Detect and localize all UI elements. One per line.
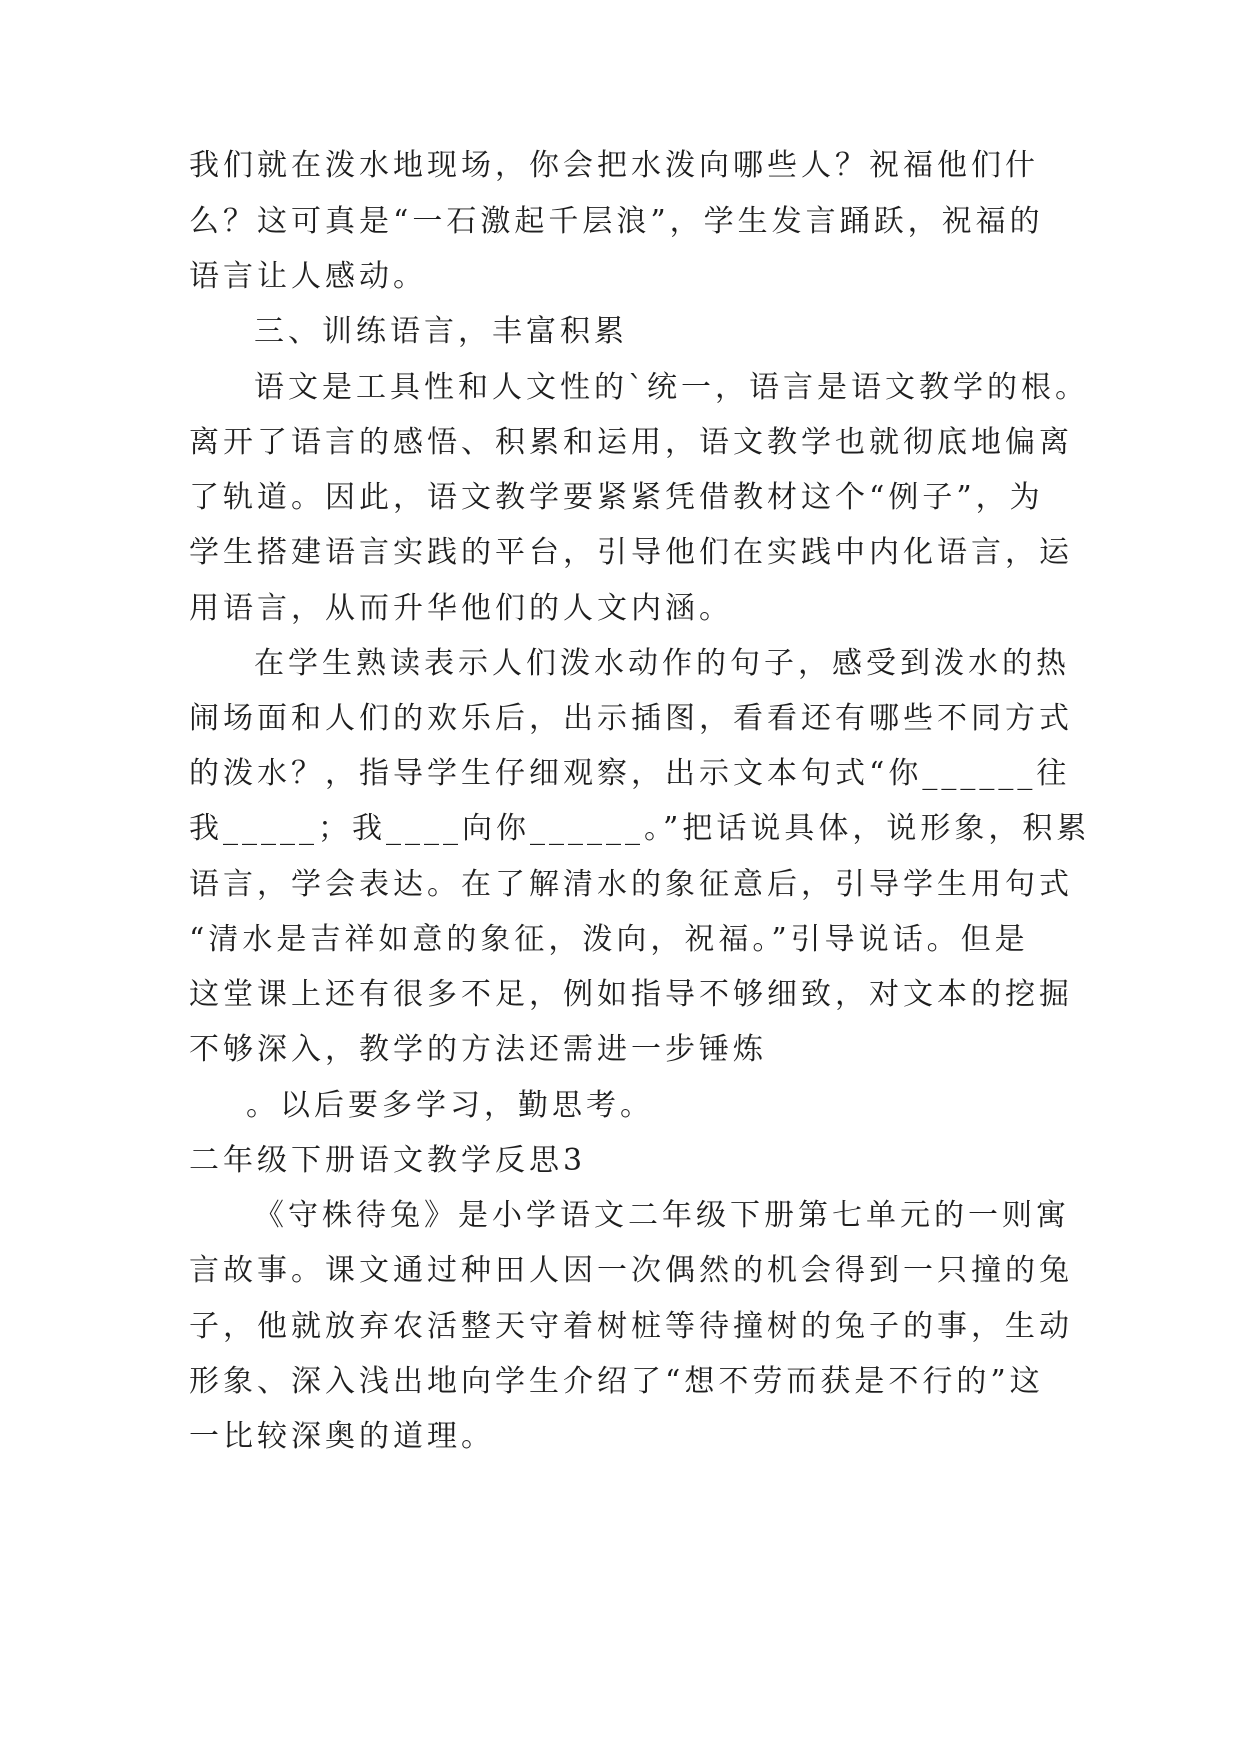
paragraph-line: 离开了语言的感悟、积累和运用，语文教学也就彻底地偏离: [189, 425, 1073, 460]
paragraph-line: 这堂课上还有很多不足，例如指导不够细致，对文本的挖掘: [189, 977, 1073, 1012]
paragraph-line: 言故事。课文通过种田人因一次偶然的机会得到一只撞的兔: [189, 1253, 1073, 1288]
paragraph-line: 我们就在泼水地现场，你会把水泼向哪些人？祝福他们什: [189, 148, 1039, 183]
paragraph-line: 形象、深入浅出地向学生介绍了“想不劳而获是不行的”这: [189, 1364, 1044, 1399]
paragraph-line: 语文是工具性和人文性的`统一，语言是语文教学的根。: [254, 370, 1089, 405]
paragraph-line: 子，他就放弃农活整天守着树桩等待撞树的兔子的事，生动: [189, 1309, 1073, 1344]
paragraph-line: 语言让人感动。: [189, 259, 427, 294]
paragraph-line: 一比较深奥的道理。: [189, 1419, 495, 1454]
paragraph-line: 么？这可真是“一石激起千层浪”，学生发言踊跃，祝福的: [189, 204, 1044, 239]
paragraph-line: 语言，学会表达。在了解清水的象征意后，引导学生用句式: [189, 867, 1073, 902]
paragraph-line: 《守株待兔》是小学语文二年级下册第七单元的一则寓: [254, 1198, 1070, 1233]
paragraph-line: 学生搭建语言实践的平台，引导他们在实践中内化语言，运: [189, 535, 1073, 570]
paragraph-line: 。以后要多学习，勤思考。: [246, 1088, 654, 1123]
paragraph-line: 闹场面和人们的欢乐后，出示插图，看看还有哪些不同方式: [189, 701, 1073, 736]
paragraph-line: 不够深入，教学的方法还需进一步锤炼: [189, 1032, 767, 1067]
paragraph-line: 用语言，从而升华他们的人文内涵。: [189, 591, 733, 626]
paragraph-line: 在学生熟读表示人们泼水动作的句子，感受到泼水的热: [254, 646, 1070, 681]
section-title: 二年级下册语文教学反思3: [189, 1143, 587, 1178]
paragraph-line: “清水是吉祥如意的象征，泼向，祝福。”引导说话。但是: [189, 922, 1029, 957]
paragraph-line: 了轨道。因此，语文教学要紧紧凭借教材这个“例子”，为: [189, 480, 1044, 515]
paragraph-line: 的泼水？，指导学生仔细观察，出示文本句式“你______往: [189, 756, 1071, 791]
section-heading: 三、训练语言，丰富积累: [254, 314, 628, 349]
paragraph-line: 我_____；我____向你______。”把话说具体，说形象，积累: [189, 811, 1091, 846]
